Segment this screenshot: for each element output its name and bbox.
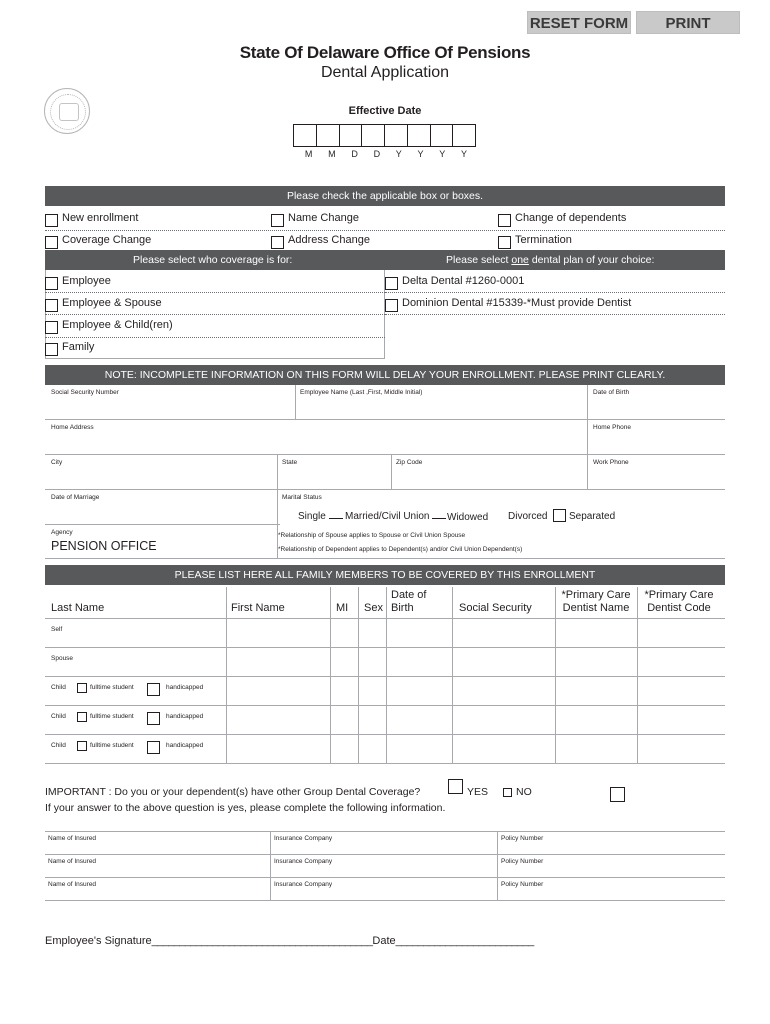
name-insured-label: Name of Insured — [48, 858, 97, 865]
divider — [45, 230, 725, 231]
effective-date-label: Effective Date — [348, 105, 422, 117]
divider — [330, 587, 331, 763]
divider — [555, 587, 556, 763]
ssn-label: Social Security Number — [51, 389, 119, 396]
fulltime-student-checkbox[interactable] — [77, 712, 87, 722]
address-change-label: Address Change — [288, 234, 370, 246]
address-change-checkbox[interactable] — [271, 236, 284, 249]
change-dependents-label: Change of dependents — [515, 212, 627, 224]
divider — [45, 647, 725, 648]
col-last-name: Last Name — [51, 602, 105, 614]
marital-status-label: Marital Status — [282, 494, 322, 501]
coverage-change-label: Coverage Change — [62, 234, 152, 246]
date-letter: Y — [417, 149, 424, 159]
single-label: Single — [298, 511, 343, 522]
divider — [385, 314, 725, 315]
fulltime-student-label: fulltime student — [90, 742, 134, 749]
name-insured-label: Name of Insured — [48, 881, 97, 888]
dob-label: Date of Birth — [593, 389, 630, 396]
agency-label: Agency — [51, 529, 73, 536]
col-first-name: First Name — [231, 602, 285, 614]
effective-date-boxes[interactable] — [293, 124, 476, 147]
home-phone-label: Home Phone — [593, 424, 631, 431]
marriage-date-label: Date of Marriage — [51, 494, 100, 501]
married-label: Married/Civil Union — [345, 511, 446, 522]
divorced-label: Divorced — [508, 511, 548, 522]
no-label: NO — [516, 786, 532, 798]
divider — [45, 489, 725, 490]
divider — [497, 831, 498, 900]
date-letter: Y — [461, 149, 468, 159]
form-title: State Of Delaware Office Of Pensions — [239, 43, 531, 62]
divider — [637, 587, 638, 763]
handicapped-checkbox[interactable] — [147, 741, 160, 754]
dental-plan-heading: Please select one dental plan of your choice: — [446, 254, 655, 266]
divider — [45, 854, 725, 855]
fulltime-student-checkbox[interactable] — [77, 683, 87, 693]
divider — [45, 314, 385, 315]
divider — [45, 763, 725, 764]
home-address-label: Home Address — [51, 424, 94, 431]
insurance-company-label: Insurance Company — [274, 858, 333, 865]
divider — [295, 385, 296, 419]
divider — [45, 900, 725, 901]
child-row-label: Child — [51, 684, 66, 691]
widowed-label: Widowed — [447, 512, 489, 523]
employee-label: Employee — [62, 275, 111, 287]
effective-date-format — [297, 149, 475, 159]
divider — [226, 587, 227, 763]
separated-checkbox[interactable] — [553, 509, 566, 522]
col-ssn: Social Security — [459, 602, 532, 614]
insurance-company-label: Insurance Company — [274, 881, 333, 888]
family-checkbox[interactable] — [45, 343, 58, 356]
col-dob: Date of Birth — [391, 589, 427, 614]
col-sex: Sex — [364, 602, 383, 614]
coverage-who-heading: Please select who coverage is for: — [133, 254, 293, 266]
date-letter: Y — [395, 149, 402, 159]
dominion-dental-checkbox[interactable] — [385, 299, 398, 312]
employee-spouse-label: Employee & Spouse — [62, 297, 162, 309]
yes-checkbox[interactable] — [448, 779, 463, 794]
fulltime-student-label: fulltime student — [90, 713, 134, 720]
date-letter: D — [373, 149, 381, 159]
yes-label: YES — [467, 786, 489, 798]
spouse-row-label: Spouse — [51, 655, 74, 662]
no-checkbox[interactable] — [503, 788, 512, 797]
divider — [45, 337, 385, 338]
fulltime-student-checkbox[interactable] — [77, 741, 87, 751]
col-mi: MI — [336, 602, 349, 614]
city-label: City — [51, 459, 63, 466]
handicapped-checkbox[interactable] — [147, 712, 160, 725]
fulltime-student-label: fulltime student — [90, 684, 134, 691]
divider — [386, 587, 387, 763]
col-dentist-name: *Primary Care Dentist Name — [561, 589, 631, 614]
relationship-spouse-note: *Relationship of Spouse applies to Spouse or Civil Union Spouse — [278, 532, 466, 539]
handicapped-checkbox[interactable] — [147, 683, 160, 696]
employee-children-label: Employee & Child(ren) — [62, 319, 173, 331]
other-coverage-followup: If your answer to the above question is yes, please complete the following information. — [45, 802, 446, 814]
policy-number-label: Policy Number — [501, 835, 544, 842]
other-coverage-question: IMPORTANT : Do you or your dependent(s) have other Group Dental Coverage? — [45, 786, 421, 798]
delta-dental-checkbox[interactable] — [385, 277, 398, 290]
print-button[interactable]: PRINT — [636, 11, 740, 34]
check-applicable-bar: Please check the applicable box or boxes. — [45, 186, 725, 206]
employee-name-label: Employee Name (Last ,First, Middle Initial) — [300, 389, 423, 396]
divider — [45, 419, 725, 420]
coverage-bar — [45, 250, 725, 270]
divider — [45, 734, 725, 735]
handicapped-label: handicapped — [166, 742, 204, 749]
change-dependents-checkbox[interactable] — [498, 214, 511, 227]
divider — [45, 676, 725, 677]
employee-spouse-checkbox[interactable] — [45, 299, 58, 312]
new-enrollment-label: New enrollment — [62, 212, 139, 224]
divider — [385, 292, 725, 293]
termination-label: Termination — [515, 234, 572, 246]
other-coverage-checkbox[interactable] — [610, 787, 625, 802]
handicapped-label: handicapped — [166, 684, 204, 691]
agency-value[interactable]: PENSION OFFICE — [51, 539, 157, 553]
form-subtitle: Dental Application — [320, 64, 450, 81]
separated-label: Separated — [569, 511, 616, 522]
divider — [277, 454, 278, 558]
dominion-dental-label: Dominion Dental #15339-*Must provide Dentist — [402, 297, 632, 309]
insurance-company-label: Insurance Company — [274, 835, 333, 842]
date-letter: Y — [439, 149, 446, 159]
col-dentist-code: *Primary Care Dentist Code — [644, 589, 714, 614]
reset-form-button[interactable]: RESET FORM — [527, 11, 631, 34]
child-row-label: Child — [51, 713, 66, 720]
name-change-label: Name Change — [288, 212, 359, 224]
state-label: State — [282, 459, 298, 466]
signature-line[interactable]: Employee's Signature________________________________________Date_________________________ — [45, 935, 534, 947]
divider — [45, 618, 725, 619]
date-letter: M — [328, 149, 336, 159]
zip-label: Zip Code — [396, 459, 423, 466]
divider — [452, 587, 453, 763]
divider — [270, 831, 271, 900]
name-insured-label: Name of Insured — [48, 835, 97, 842]
divider — [587, 385, 588, 489]
family-label: Family — [62, 341, 95, 353]
divider — [45, 831, 725, 832]
divider — [45, 705, 725, 706]
delta-dental-label: Delta Dental #1260-0001 — [402, 275, 525, 287]
divider — [45, 454, 725, 455]
divider — [45, 877, 725, 878]
policy-number-label: Policy Number — [501, 858, 544, 865]
divider — [358, 587, 359, 763]
date-letter: M — [304, 149, 313, 159]
family-members-bar: PLEASE LIST HERE ALL FAMILY MEMBERS TO BE COVERED BY THIS ENROLLMENT — [45, 565, 725, 585]
employee-checkbox[interactable] — [45, 277, 58, 290]
self-row-label: Self — [51, 626, 63, 633]
relationship-dependent-note: *Relationship of Dependent applies to Dependent(s) and/or Civil Union Dependent(s) — [278, 546, 523, 553]
policy-number-label: Policy Number — [501, 881, 544, 888]
divider — [45, 292, 385, 293]
new-enrollment-checkbox[interactable] — [45, 214, 58, 227]
work-phone-label: Work Phone — [593, 459, 629, 466]
divider — [45, 558, 725, 559]
termination-checkbox[interactable] — [498, 236, 511, 249]
child-row-label: Child — [51, 742, 66, 749]
coverage-change-checkbox[interactable] — [45, 236, 58, 249]
divider — [45, 524, 280, 525]
employee-children-checkbox[interactable] — [45, 321, 58, 334]
divider — [391, 454, 392, 489]
name-change-checkbox[interactable] — [271, 214, 284, 227]
handicapped-label: handicapped — [166, 713, 204, 720]
date-letter: D — [351, 149, 358, 159]
note-bar: NOTE: INCOMPLETE INFORMATION ON THIS FORM WILL DELAY YOUR ENROLLMENT. PLEASE PRINT CLEARLY. — [45, 365, 725, 385]
